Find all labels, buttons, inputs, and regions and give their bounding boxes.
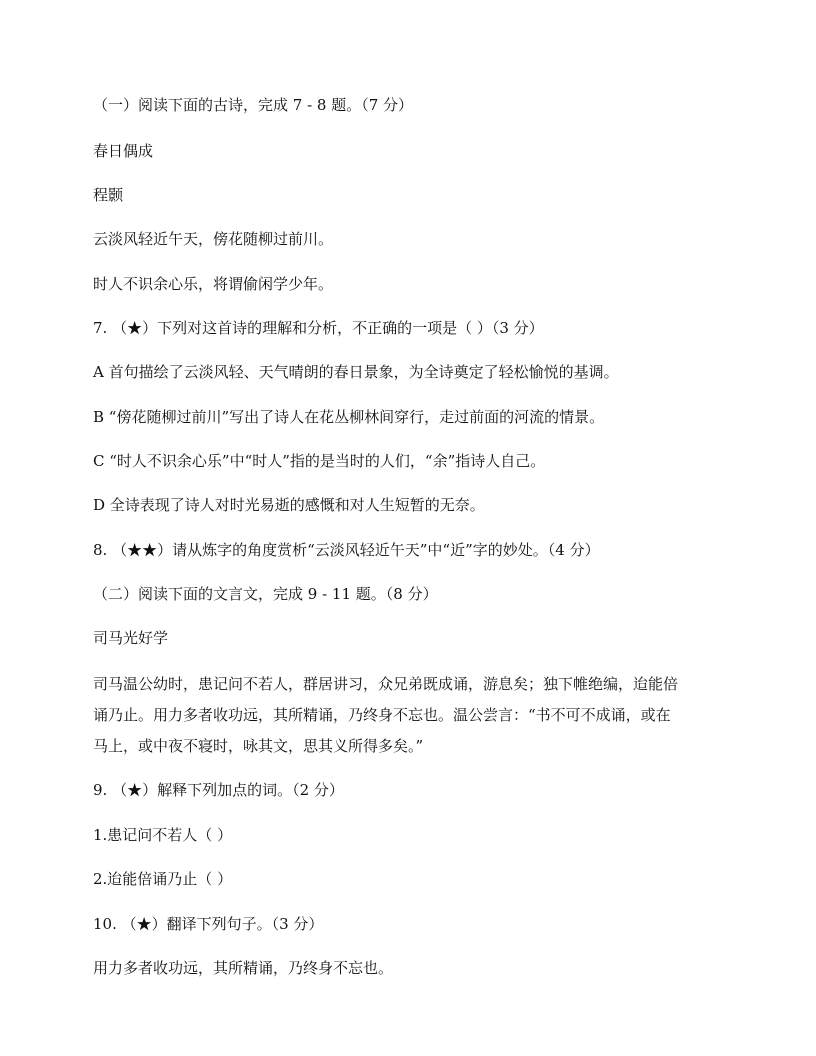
question-10: 10. （★）翻译下列句子。（3 分）: [93, 915, 324, 933]
question-9-item-2: 2.迨能倍诵乃止（ ）: [93, 870, 233, 888]
question-8: 8. （★★）请从炼字的角度赏析“云淡风轻近午天”中“近”字的妙处。（4 分）: [93, 541, 600, 559]
option-a: A 首句描绘了云淡风轻、天气晴朗的春日景象，为全诗奠定了轻松愉悦的基调。: [93, 363, 619, 381]
question-9-item-1: 1.患记问不若人（ ）: [93, 826, 233, 844]
passage-title: 司马光好学: [93, 629, 169, 647]
question-9: 9. （★）解释下列加点的词。（2 分）: [93, 781, 344, 799]
question-7: 7. （★）下列对这首诗的理解和分析，不正确的一项是（ ）（3 分）: [93, 319, 544, 337]
question-10-sentence: 用力多者收功远，其所精诵，乃终身不忘也。: [93, 959, 394, 977]
option-c: C “时人不识余心乐”中“时人”指的是当时的人们，“余”指诗人自己。: [93, 452, 546, 470]
poem-author: 程颢: [93, 186, 124, 204]
poem-line-2: 时人不识余心乐，将谓偷闲学少年。: [93, 275, 334, 293]
poem-line-1: 云淡风轻近午天，傍花随柳过前川。: [93, 230, 334, 248]
passage-line-3: 马上，或中夜不寝时，咏其文，思其义所得多矣。”: [93, 737, 424, 755]
passage-line-2: 诵乃止。用力多者收功远，其所精诵，乃终身不忘也。温公尝言：“书不可不成诵，或在: [93, 706, 671, 724]
option-b: B “傍花随柳过前川”写出了诗人在花丛柳林间穿行，走过前面的河流的情景。: [93, 408, 605, 426]
poem-title: 春日偶成: [93, 142, 154, 160]
section-two-heading: （二）阅读下面的文言文，完成 9 - 11 题。（8 分）: [93, 585, 438, 603]
section-one-heading: （一）阅读下面的古诗，完成 7 - 8 题。（7 分）: [93, 96, 414, 114]
passage-line-1: 司马温公幼时，患记问不若人，群居讲习，众兄弟既成诵，游息矣；独下帷绝编，迨能倍: [93, 675, 679, 693]
option-d: D 全诗表现了诗人对时光易逝的感慨和对人生短暂的无奈。: [93, 496, 485, 514]
